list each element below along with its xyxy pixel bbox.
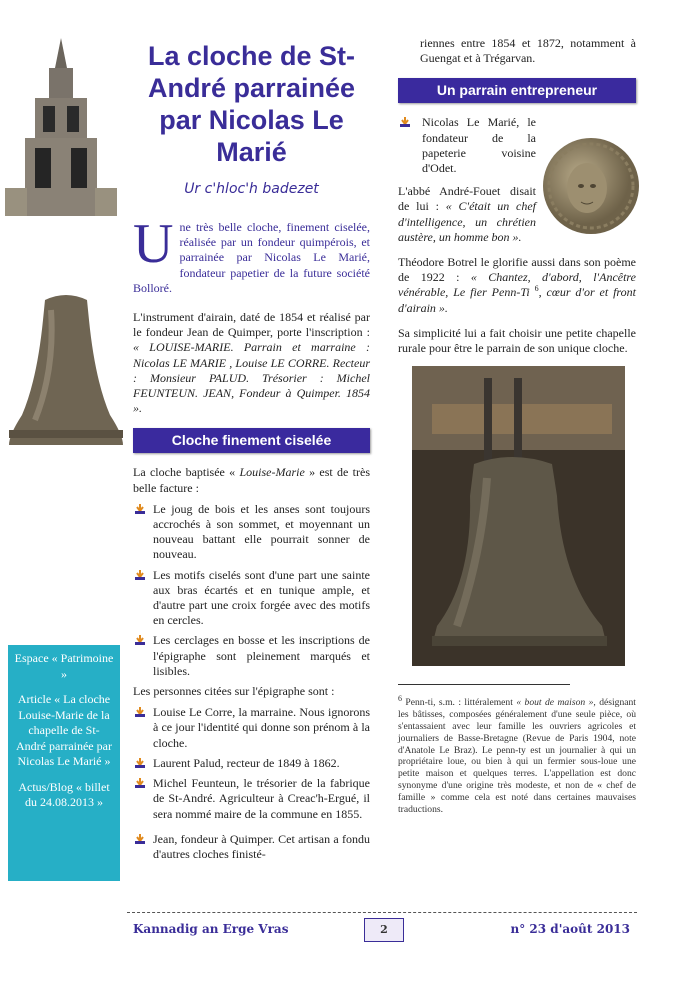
simplicity-paragraph: Sa simplicité lui a fait choisir une petite chapelle rurale pour être le parrain de son unique cloche.	[398, 325, 636, 356]
footnote-6: $^6$ Penn-ti, s.m. : littéralement « bout de maison », désignant les bâtisses, composées généralement d'une seule pièce, où s'entassaient avec leur famille les ouvriers agricoles et journaliers de Basse-Bretagne (Revue de Paris 1904, note d'Anatole Le Braz). Le penn-ty est un journalier à qui un propriétaire loue, ou bien à qui un fermier sous-loue une petite maison et quelques terres. L'appellation est donc synonyme d'une origine très modeste, et non de « chef de famille » comme cela est noté dans certaines mauvaises traductions.	[398, 694, 636, 815]
bell-photo	[5, 290, 127, 455]
intro-text: ne très belle cloche, finement ciselée, réalisée par un fondeur quimpérois, et parrainée par Nicolas Le Marié, fondateur papetier de la future société Bolloré.	[133, 220, 370, 295]
sidebar-link-article[interactable]: Article « La cloche Louise-Marie de la chapelle de St-André parrainée par Nicolas Le Marié »	[16, 692, 112, 768]
bullet-arrow-icon	[400, 117, 410, 127]
bullet-arrow-icon	[135, 570, 145, 580]
section-heading-parrain: Un parrain entrepreneur	[398, 78, 636, 103]
section-heading-cloche: Cloche finement ciselée	[133, 428, 370, 453]
sidebar-links-box	[8, 645, 120, 881]
list-item: Les cerclages en bosse et les inscriptions de l'épigraphe sont pleinement marqués et lisibles.	[133, 633, 370, 679]
right-column	[398, 36, 636, 815]
intro-paragraph	[133, 213, 370, 296]
bullet-arrow-icon	[135, 635, 145, 645]
footnote-ref[interactable]: 6	[534, 284, 539, 294]
section1-body	[133, 465, 370, 862]
bell-with-yoke-photo	[412, 366, 625, 666]
inscription-quote: « LOUISE-MARIE. Parrain et marraine : Nicolas LE MARIE , Louise LE CORRE. Recteur : Monsieur PALUD. Trésorier : Michel FEUNTEUN. JEAN, Fondeur à Quimper. 1854 ».	[133, 340, 370, 416]
list-item: Jean, fondeur à Quimper. Cet artisan a fondu d'autres cloches finisté-	[133, 832, 370, 862]
footer-issue: n° 23 d'août 2013	[510, 922, 630, 936]
bell-tower-photo	[5, 38, 117, 216]
founder-item	[398, 115, 636, 176]
drop-cap: U	[133, 213, 174, 275]
list-item: Louise Le Corre, la marraine. Nous ignorons à ce jour l'identité qui donne son prénom à la cloche.	[133, 705, 370, 751]
footer-divider	[127, 912, 637, 913]
sidebar-link-blog[interactable]: Actus/Blog « billet du 24.08.2013 »	[18, 779, 110, 809]
sidebar-link-patrimoine[interactable]: Espace « Patrimoine »	[14, 651, 114, 681]
list-item: Le joug de bois et les anses sont toujours accrochés à son sommet, et moyennant un nouveau battant elle pourrait sonner de nouveau.	[133, 502, 370, 563]
footnote-separator	[398, 684, 570, 685]
list-item: Michel Feunteun, le trésorier de la fabrique de St-André. Agriculteur à Creac'h-Ergué, il sera nommé maire de la commune en 1855.	[133, 776, 370, 822]
article-title: La cloche de St-André parrainée par Nicolas Le Marié	[147, 41, 356, 167]
botrel-paragraph: Théodore Botrel le glorifie aussi dans son poème de 1922 : « Chantez, d'abord, l'Ancêtre vénérable, Le fier Penn-Ti $^6$, cœur d'or et front d'airain ».	[398, 255, 636, 315]
bullet-arrow-icon	[135, 758, 145, 768]
list-item: Nicolas Le Marié, le fondateur de la papeterie voisine d'Odet.	[398, 115, 636, 176]
bullet-arrow-icon	[135, 707, 145, 717]
list-item: Laurent Palud, recteur de 1849 à 1862.	[133, 756, 370, 771]
bullet-arrow-icon	[135, 778, 145, 788]
bullet-arrow-icon	[135, 834, 145, 844]
list-item: Les motifs ciselés sont d'une part une sainte aux bras écartés et en tunique ample, et d'autre part une croix forgée avec des motifs en cercles.	[133, 568, 370, 629]
bell-features-list	[133, 502, 370, 679]
persons-intro: Les personnes citées sur l'épigraphe sont :	[133, 684, 335, 699]
inscription-paragraph	[133, 310, 370, 416]
inscription-text: L'instrument d'airain, daté de 1854 et réalisé par le fondeur Jean de Quimper, porte l'inscription :	[133, 310, 370, 340]
persons-list	[133, 705, 370, 862]
persons-list-continuation: riennes entre 1854 et 1872, notamment à Guengat et à Trégarvan.	[420, 36, 636, 66]
page-number: 2	[364, 918, 404, 942]
bell-intro: La cloche baptisée « Louise-Marie » est de très belle facture :	[133, 465, 370, 495]
footer-publication: Kannadig an Erge Vras	[133, 922, 289, 936]
article-subtitle: Ur c'hloc'h badezet	[184, 181, 319, 197]
middle-column	[133, 40, 370, 867]
quote-paragraph: L'abbé André-Fouet disait de lui : « C'était un chef d'intelligence, un chrétien austère, un homme bon ».	[398, 184, 536, 244]
bullet-arrow-icon	[135, 504, 145, 514]
